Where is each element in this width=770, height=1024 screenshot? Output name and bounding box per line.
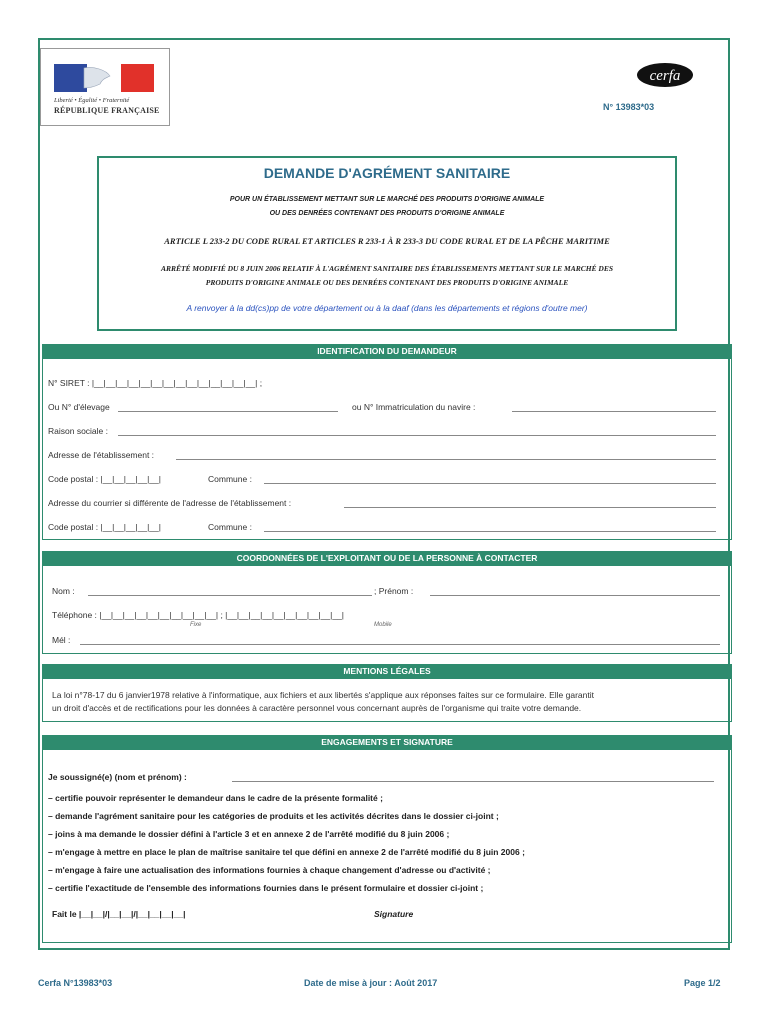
commune-2-label: Commune : — [208, 522, 252, 532]
commune-1-input[interactable] — [264, 483, 716, 484]
footer-page: Page 1/2 — [684, 978, 721, 988]
courrier-label: Adresse du courrier si différente de l'adresse de l'établissement : — [48, 498, 292, 508]
engagements-heading: ENGAGEMENTS ET SIGNATURE — [42, 735, 732, 750]
article-reference: ARTICLE L 233-2 DU CODE RURAL ET ARTICLES R 233-1 À R 233-3 DU CODE RURAL ET DE LA PÊCHE MARITIME — [164, 236, 610, 246]
republic-name: RÉPUBLIQUE FRANÇAISE — [54, 106, 160, 115]
arrete-reference-2: PRODUITS D'ORIGINE ANIMALE OU DES DENRÉES CONTENANT DES PRODUITS D'ORIGINE ANIMALE — [205, 278, 569, 287]
code-postal-1[interactable]: Code postal : |__|__|__|__|__| — [48, 474, 161, 484]
mentions-text-line-1: La loi n°78-17 du 6 janvier1978 relative à l'informatique, aux fichiers et aux libertés s'applique aux réponses faites sur ce formulaire. Elle garantit — [52, 690, 594, 700]
elevage-label: Ou N° d'élevage — [48, 402, 110, 412]
engagement-item: – m'engage à faire une actualisation des informations fournies à chaque changement d'adresse ou d'activité ; — [48, 865, 491, 875]
coordonnees-section — [42, 551, 732, 654]
arrete-reference-1: ARRÊTÉ MODIFIÉ DU 8 JUIN 2006 RELATIF À L'AGRÉMENT SANITAIRE DES ÉTABLISSEMENTS METTANT SUR LE MARCHÉ DES — [160, 264, 614, 273]
adresse-label: Adresse de l'établissement : — [48, 450, 155, 460]
raison-sociale-label: Raison sociale : — [48, 426, 109, 436]
form-title: DEMANDE D'AGRÉMENT SANITAIRE — [263, 165, 511, 181]
mentions-text-line-2: un droit d'accès et de rectifications pour les données à caractère personnel vous concernant auprès de l'organisme qui traite votre demande. — [52, 703, 582, 713]
telephone-field[interactable]: Téléphone : |__|__|__|__|__|__|__|__|__|__| ; |__|__|__|__|__|__|__|__|__|__| — [52, 610, 345, 620]
footer-cerfa: Cerfa N°13983*03 — [38, 978, 113, 988]
mel-input[interactable] — [80, 644, 720, 645]
return-instructions: A renvoyer à la dd(cs)pp de votre département ou à la daaf (dans les départements et régions d'outre mer) — [186, 303, 588, 313]
commune-2-input[interactable] — [264, 531, 716, 532]
prenom-input[interactable] — [430, 595, 720, 596]
fait-le-field[interactable]: Fait le |__|__|/|__|__|/|__|__|__|__| — [52, 909, 186, 919]
coordonnees-heading: COORDONNÉES DE L'EXPLOITANT OU DE LA PERSONNE À CONTACTER — [42, 551, 732, 566]
mel-label: Mél : — [52, 635, 71, 645]
identification-section — [42, 344, 732, 540]
prenom-label: ; Prénom : — [374, 586, 414, 596]
identification-heading: IDENTIFICATION DU DEMANDEUR — [42, 344, 732, 359]
adresse-input[interactable] — [176, 459, 716, 460]
engagement-item: – demande l'agrément sanitaire pour les catégories de produits et les activités décrites dans le dossier ci-joint ; — [48, 811, 499, 821]
soussigne-input[interactable] — [232, 781, 714, 782]
signature-label: Signature — [374, 909, 414, 919]
nom-input[interactable] — [88, 595, 372, 596]
cerfa-number: N° 13983*03 — [603, 102, 655, 112]
title-subtitle-2: OU DES DENRÉES CONTENANT DES PRODUITS D'ORIGINE ANIMALE — [269, 210, 505, 217]
navire-input[interactable] — [512, 411, 716, 412]
cerfa-logo-text: cerfa — [649, 68, 681, 84]
footer-date: Date de mise à jour : Août 2017 — [304, 978, 438, 988]
navire-label: ou N° Immatriculation du navire : — [352, 402, 476, 412]
marianne-logo — [54, 64, 154, 92]
cerfa-logo — [636, 62, 694, 88]
soussigne-label: Je soussigné(e) (nom et prénom) : — [48, 772, 187, 782]
mobile-label: Mobile — [374, 622, 392, 628]
mentions-text — [52, 689, 728, 715]
fixe-label: Fixe — [190, 622, 202, 628]
courrier-input[interactable] — [344, 507, 716, 508]
engagement-item: – m'engage à mettre en place le plan de maîtrise sanitaire tel que défini en annexe 2 de l'arrêté modifié du 8 juin 2006 ; — [48, 847, 525, 857]
raison-sociale-input[interactable] — [118, 435, 716, 436]
engagement-item: – certifie pouvoir représenter le demandeur dans le cadre de la présente formalité ; — [48, 793, 383, 803]
nom-label: Nom : — [52, 586, 75, 596]
mentions-heading: MENTIONS LÉGALES — [42, 664, 732, 679]
engagement-item: – joins à ma demande le dossier défini à l'article 3 et en annexe 2 de l'arrêté modifié du 8 juin 2006 ; — [48, 829, 450, 839]
engagement-item: – certifie l'exactitude de l'ensemble des informations fournies dans le présent formulaire et dossier ci-joint ; — [48, 883, 484, 893]
republic-motto: Liberté • Égalité • Fraternité — [54, 97, 130, 104]
commune-1-label: Commune : — [208, 474, 252, 484]
siret-field[interactable]: N° SIRET : |__|__|__|__|__|__|__|__|__|__|__|__|__|__| ; — [48, 378, 263, 388]
title-subtitle-1: POUR UN ÉTABLISSEMENT METTANT SUR LE MARCHÉ DES PRODUITS D'ORIGINE ANIMALE — [229, 196, 545, 203]
elevage-input[interactable] — [118, 411, 338, 412]
code-postal-2[interactable]: Code postal : |__|__|__|__|__| — [48, 522, 161, 532]
